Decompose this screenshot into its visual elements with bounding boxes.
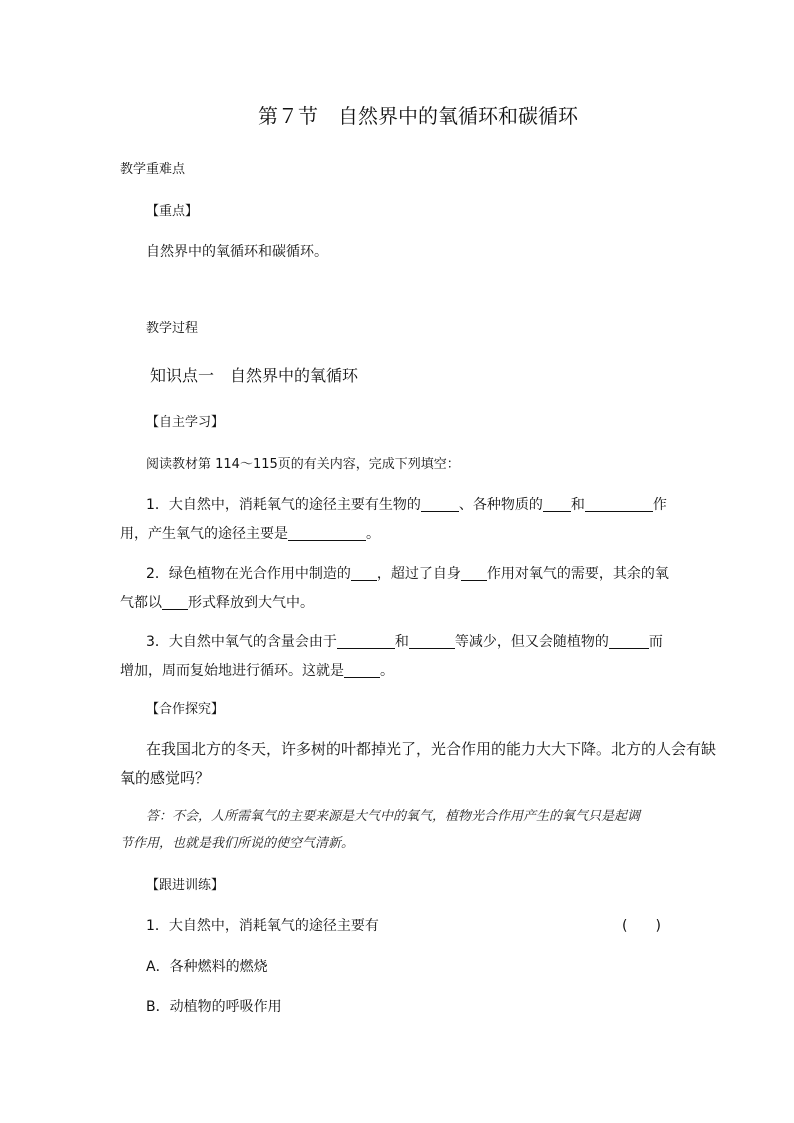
fill-text: 形式释放到大气中。	[188, 595, 314, 611]
fill-question-1-line1	[146, 497, 667, 512]
fill-text: 等减少，但又会随植物的	[454, 634, 609, 650]
fill-text: 而	[648, 634, 663, 650]
page-title: 第７节 自然界中的氧循环和碳循环	[258, 104, 578, 128]
fill-text: 作用对氧气的需要，其余的氧	[486, 566, 669, 582]
process-heading: 教学过程	[146, 321, 199, 336]
fill-text: 。	[380, 663, 394, 679]
answer-blank	[351, 566, 377, 581]
self-study-label: 【自主学习】	[146, 415, 225, 430]
fill-text: 用，产生氧气的途径主要是	[120, 526, 288, 542]
emphasis-label: 【重点】	[146, 204, 199, 219]
option-b: B．动植物的呼吸作用	[146, 999, 282, 1015]
fill-text: 增加，周而复始地进行循环。这就是	[120, 663, 344, 679]
cooperate-question-line2: 氧的感觉吗？	[120, 769, 211, 787]
fill-text: 1．大自然中，消耗氧气的途径主要有生物的	[146, 497, 421, 513]
fill-text: 气都以	[120, 595, 162, 611]
fill-text: 、各种物质的	[458, 497, 543, 513]
fill-question-2-line2	[120, 595, 314, 610]
cooperate-question-line1: 在我国北方的冬天，许多树的叶都掉光了，光合作用的能力大大下降。北方的人会有缺	[146, 740, 717, 758]
answer-blank	[421, 497, 459, 512]
training-label: 【跟进训练】	[146, 878, 225, 893]
answer-blank	[609, 634, 649, 649]
fill-question-1-line2	[120, 526, 380, 541]
answer-blank	[461, 566, 487, 581]
reading-instruction: 阅读教材第 114～115页的有关内容，完成下列填空：	[146, 457, 460, 472]
fill-question-3-line1	[146, 634, 663, 649]
fill-text: 和	[570, 497, 585, 513]
cooperate-label: 【合作探究】	[146, 702, 225, 717]
answer-blank	[337, 634, 395, 649]
answer-blank	[585, 497, 653, 512]
fill-text: 2．绿色植物在光合作用中制造的	[146, 566, 351, 582]
emphasis-text: 自然界中的氧循环和碳循环。	[146, 244, 328, 260]
answer-line1: 答：不会，人所需氧气的主要来源是大气中的氧气，植物光合作用产生的氧气只是起调	[146, 809, 641, 824]
fill-text: 3．大自然中氧气的含量会由于	[146, 634, 337, 650]
key-points-heading: 教学重难点	[120, 162, 186, 177]
answer-blank	[162, 595, 188, 610]
fill-text: 和	[394, 634, 409, 650]
option-a: A．各种燃料的燃烧	[146, 959, 268, 975]
answer-blank	[543, 497, 571, 512]
fill-question-3-line2	[120, 663, 394, 678]
answer-parentheses: ( )	[622, 918, 661, 934]
training-question-1: 1．大自然中，消耗氧气的途径主要有	[146, 918, 379, 934]
answer-blank	[409, 634, 455, 649]
answer-blank	[344, 663, 380, 678]
fill-question-2-line1	[146, 566, 669, 581]
answer-line2: 节作用，也就是我们所说的使空气清新。	[120, 836, 355, 851]
fill-text: 作	[652, 497, 667, 513]
knowledge-point-heading: 知识点一 自然界中的氧循环	[150, 366, 359, 385]
fill-text: 。	[366, 526, 380, 542]
answer-blank	[288, 526, 366, 541]
fill-text: ，超过了自身	[376, 566, 461, 582]
